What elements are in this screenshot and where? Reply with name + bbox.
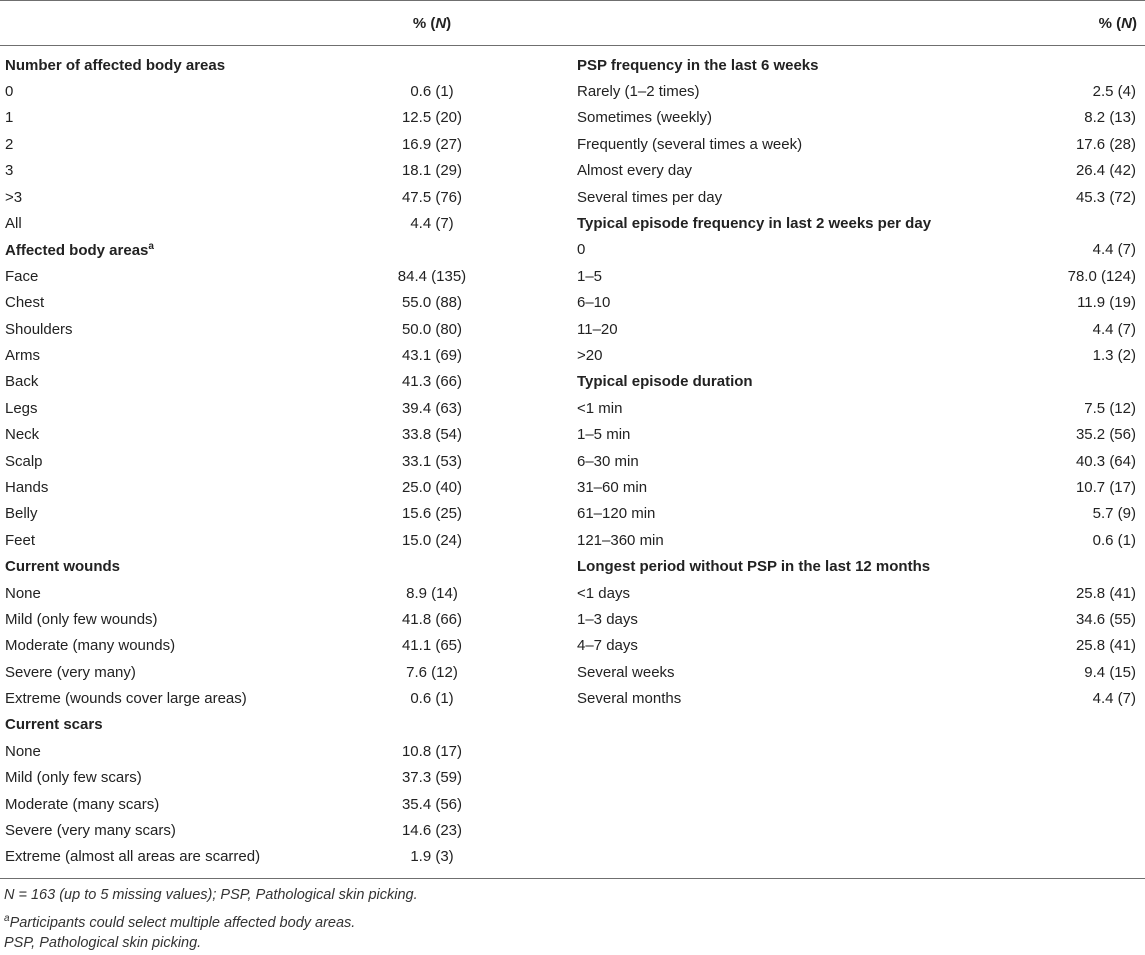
row-label: Extreme (almost all areas are scarred): [5, 848, 261, 866]
table-row: [572, 290, 1144, 316]
header-right-pct: % (N): [1098, 14, 1137, 32]
section-label: Longest period without PSP in the last 12 months: [577, 558, 931, 576]
row-label: Almost every day: [577, 162, 693, 180]
row-label: 1: [5, 109, 14, 127]
table-row: [0, 606, 572, 632]
table-row: [0, 501, 572, 527]
table-row: [572, 659, 1144, 685]
row-value: 41.8 (66): [401, 610, 463, 628]
row-label: 0: [5, 83, 14, 101]
row-label: 6–30 min: [577, 452, 639, 470]
row-label: 1–3 days: [577, 610, 638, 628]
header-left: [0, 15, 572, 32]
row-value: 4.4 (7): [1092, 241, 1136, 259]
row-label: Rarely (1–2 times): [577, 83, 700, 101]
section-label: Typical episode frequency in last 2 weeks per day: [577, 215, 932, 233]
table-row: [572, 474, 1144, 500]
row-label: 1–5 min: [577, 426, 631, 444]
row-label: >20: [577, 346, 603, 364]
row-value: 4.4 (7): [1092, 690, 1136, 708]
row-label: 0: [577, 241, 586, 259]
row-value: 7.6 (12): [406, 663, 458, 681]
row-value: 50.0 (80): [401, 320, 463, 338]
table-row: [0, 633, 572, 659]
left-column: [0, 52, 572, 870]
table-row: [0, 210, 572, 236]
row-label: 31–60 min: [577, 478, 648, 496]
row-value: 35.2 (56): [1075, 426, 1136, 444]
table-row: [572, 105, 1144, 131]
row-label: Scalp: [5, 452, 43, 470]
row-value: 25.8 (41): [1075, 584, 1136, 602]
row-value: 41.3 (66): [401, 373, 463, 391]
table-row: [572, 131, 1144, 157]
section-label: Affected body areas$^a$: [5, 240, 154, 259]
row-label: None: [5, 742, 41, 760]
row-value: 7.5 (12): [1084, 399, 1136, 417]
section-heading: [0, 237, 572, 263]
row-label: >3: [5, 188, 23, 206]
section-heading: [572, 553, 1144, 579]
table-row: [0, 263, 572, 289]
footnote-n: N = 163 (up to 5 missing values); PSP, Pathological skin picking.: [4, 887, 418, 904]
table-row: [0, 738, 572, 764]
row-value: 55.0 (88): [401, 294, 463, 312]
row-label: Arms: [5, 346, 40, 364]
row-value: 78.0 (124): [1067, 267, 1136, 285]
row-value: 15.0 (24): [401, 531, 463, 549]
row-value: 35.4 (56): [401, 795, 463, 813]
table-row: [0, 527, 572, 553]
row-label: 4–7 days: [577, 637, 638, 655]
section-label: Current scars: [5, 716, 103, 734]
row-value: 1.9 (3): [410, 848, 454, 866]
row-value: 0.6 (1): [1092, 531, 1136, 549]
table-row: [0, 184, 572, 210]
table-row: [572, 78, 1144, 104]
footnote-psp: PSP, Pathological skin picking.: [4, 935, 202, 952]
table-row: [0, 421, 572, 447]
table-row: [0, 342, 572, 368]
table-row: [0, 395, 572, 421]
row-label: 1–5: [577, 267, 603, 285]
row-value: 12.5 (20): [401, 109, 463, 127]
table-row: [0, 290, 572, 316]
row-value: 34.6 (55): [1075, 610, 1136, 628]
table-row: [572, 448, 1144, 474]
section-label: PSP frequency in the last 6 weeks: [577, 56, 819, 74]
row-value: 4.4 (7): [410, 215, 454, 233]
table-row: [0, 474, 572, 500]
row-value: 39.4 (63): [401, 399, 463, 417]
table-row: [572, 421, 1144, 447]
table-row: [0, 131, 572, 157]
section-heading: [0, 553, 572, 579]
row-value: 0.6 (1): [410, 690, 454, 708]
row-label: 11–20: [577, 320, 618, 338]
row-label: Chest: [5, 294, 45, 312]
row-value: 0.6 (1): [410, 83, 454, 101]
row-value: 16.9 (27): [401, 135, 463, 153]
row-label: Mild (only few wounds): [5, 610, 158, 628]
row-value: 40.3 (64): [1075, 452, 1136, 470]
table-row: [572, 685, 1144, 711]
row-label: Feet: [5, 531, 36, 549]
table-row: [0, 78, 572, 104]
header-right: [572, 15, 1145, 32]
row-label: 3: [5, 162, 14, 180]
row-label: Back: [5, 373, 39, 391]
row-value: 1.3 (2): [1092, 346, 1136, 364]
row-label: 121–360 min: [577, 531, 664, 549]
table-row: [572, 501, 1144, 527]
row-label: <1 days: [577, 584, 630, 602]
table-row: [572, 395, 1144, 421]
table-header: [0, 1, 1145, 45]
table-footnotes: [0, 879, 1145, 955]
row-value: 15.6 (25): [401, 505, 463, 523]
table-row: [572, 316, 1144, 342]
row-value: 25.0 (40): [401, 478, 463, 496]
row-label: Sometimes (weekly): [577, 109, 713, 127]
row-label: <1 min: [577, 399, 623, 417]
row-value: 18.1 (29): [401, 162, 463, 180]
section-heading: [572, 210, 1144, 236]
row-label: Face: [5, 267, 39, 285]
table-row: [0, 369, 572, 395]
row-label: Extreme (wounds cover large areas): [5, 690, 247, 708]
row-value: 37.3 (59): [401, 769, 463, 787]
row-value: 10.8 (17): [401, 742, 463, 760]
table-row: [572, 237, 1144, 263]
row-value: 47.5 (76): [401, 188, 463, 206]
table-row: [0, 105, 572, 131]
row-value: 10.7 (17): [1075, 478, 1136, 496]
row-label: Frequently (several times a week): [577, 135, 803, 153]
table-row: [0, 580, 572, 606]
row-value: 9.4 (15): [1084, 663, 1136, 681]
header-left-pct: % (N): [412, 14, 452, 32]
table-row: [572, 263, 1144, 289]
row-label: Mild (only few scars): [5, 769, 142, 787]
table-row: [0, 659, 572, 685]
section-heading: [0, 712, 572, 738]
row-label: Belly: [5, 505, 38, 523]
section-heading: [0, 52, 572, 78]
row-value: 17.6 (28): [1075, 135, 1136, 153]
table-row: [0, 685, 572, 711]
table-row: [572, 342, 1144, 368]
row-label: 2: [5, 135, 14, 153]
row-value: 8.9 (14): [406, 584, 458, 602]
row-value: 33.1 (53): [401, 452, 463, 470]
row-value: 14.6 (23): [401, 822, 463, 840]
row-value: 33.8 (54): [401, 426, 463, 444]
row-value: 84.4 (135): [397, 267, 467, 285]
row-label: None: [5, 584, 41, 602]
row-label: All: [5, 215, 22, 233]
row-label: Neck: [5, 426, 40, 444]
row-label: Severe (very many): [5, 663, 136, 681]
row-value: 43.1 (69): [401, 346, 463, 364]
row-value: 2.5 (4): [1092, 83, 1136, 101]
table-row: [0, 316, 572, 342]
section-heading: [572, 52, 1144, 78]
table-row: [572, 158, 1144, 184]
table-row: [0, 791, 572, 817]
row-label: Several times per day: [577, 188, 723, 206]
row-value: 25.8 (41): [1075, 637, 1136, 655]
row-value: 5.7 (9): [1092, 505, 1136, 523]
table-row: [572, 580, 1144, 606]
table-row: [0, 158, 572, 184]
row-label: Legs: [5, 399, 38, 417]
section-heading: [572, 369, 1144, 395]
row-value: 26.4 (42): [1075, 162, 1136, 180]
footnote-a: $^a$Participants could select multiple affected body areas.: [4, 913, 356, 931]
row-label: Moderate (many wounds): [5, 637, 176, 655]
row-value: 8.2 (13): [1084, 109, 1136, 127]
row-label: Several weeks: [577, 663, 675, 681]
table-row: [0, 448, 572, 474]
table-row: [572, 606, 1144, 632]
table-row: [572, 633, 1144, 659]
row-value: 4.4 (7): [1092, 320, 1136, 338]
section-label: Typical episode duration: [577, 373, 753, 391]
row-value: 11.9 (19): [1077, 294, 1136, 312]
section-label: Number of affected body areas: [5, 56, 226, 74]
table-row: [0, 817, 572, 843]
row-value: 45.3 (72): [1075, 188, 1136, 206]
table-row: [572, 527, 1144, 553]
row-label: 61–120 min: [577, 505, 656, 523]
row-label: 6–10: [577, 294, 611, 312]
table-row: [572, 184, 1144, 210]
row-value: 41.1 (65): [401, 637, 463, 655]
table-row: [0, 765, 572, 791]
right-column: [572, 52, 1144, 870]
row-label: Moderate (many scars): [5, 795, 160, 813]
row-label: Several months: [577, 690, 682, 708]
row-label: Shoulders: [5, 320, 73, 338]
row-label: Hands: [5, 478, 49, 496]
table-row: [0, 844, 572, 870]
row-label: Severe (very many scars): [5, 822, 176, 840]
table-body: [0, 46, 1145, 878]
section-label: Current wounds: [5, 558, 120, 576]
